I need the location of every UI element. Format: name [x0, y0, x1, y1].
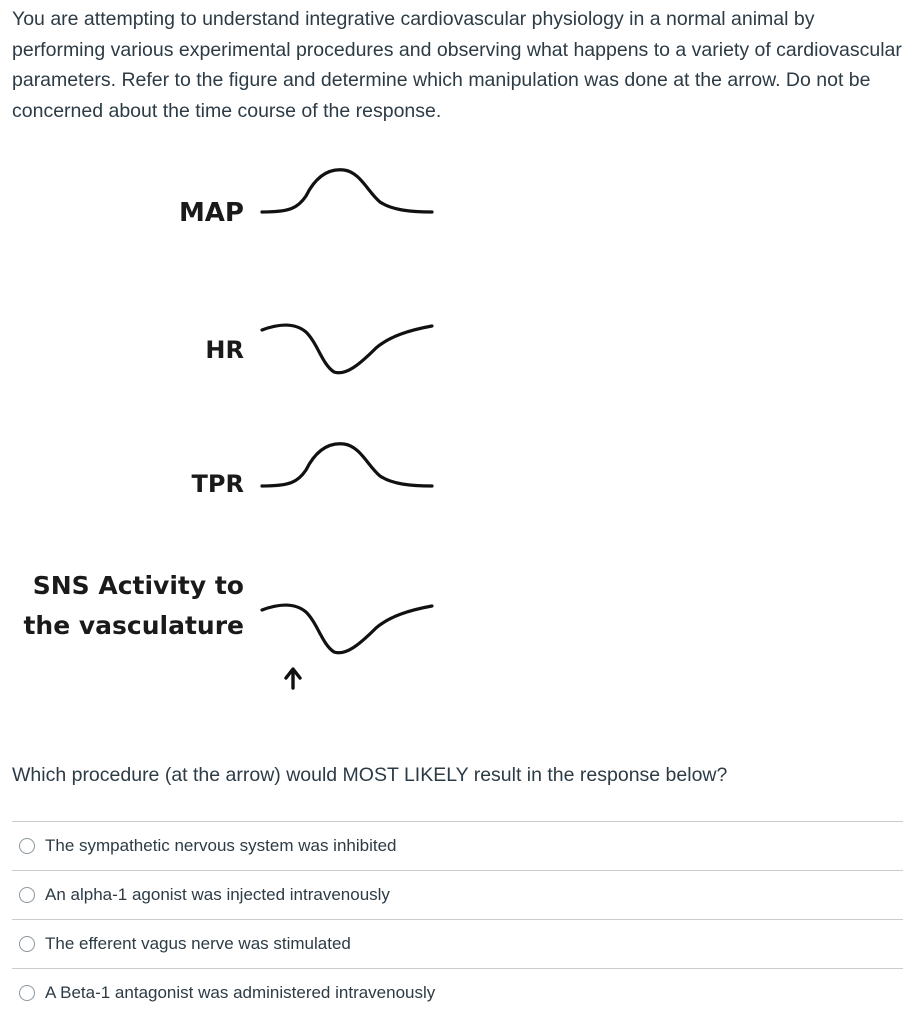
tpr-trace	[262, 444, 432, 486]
radio-button[interactable]	[19, 838, 35, 854]
answer-label: The sympathetic nervous system was inhibited	[45, 836, 397, 855]
question-intro: You are attempting to understand integrative cardiovascular physiology in a normal animal by performing various experimental procedures and observing what happens to a variety of cardiovascular parameters. Refer to the figure and determine which manipulation was done at the arrow. Do not be concerned about the time course of the response.	[12, 8, 902, 122]
answer-label: A Beta-1 antagonist was administered intravenously	[45, 983, 436, 1002]
radio-button[interactable]	[19, 936, 35, 952]
hr-trace	[262, 325, 432, 373]
map-trace	[262, 170, 432, 212]
radio-button[interactable]	[19, 985, 35, 1001]
answer-label: The efferent vagus nerve was stimulated	[45, 934, 351, 953]
intervention-arrow	[286, 669, 300, 688]
sns-label-line-1: SNS Activity to	[32, 571, 244, 600]
tpr-label: TPR	[191, 470, 244, 498]
answer-option[interactable]	[12, 870, 903, 919]
radio-button[interactable]	[19, 887, 35, 903]
answer-option[interactable]	[12, 821, 903, 870]
sns-activity-label	[23, 566, 244, 646]
response-figure	[0, 150, 460, 710]
answer-list	[12, 821, 903, 1017]
hr-label: HR	[205, 336, 244, 364]
sns-trace	[262, 605, 432, 653]
answer-option[interactable]	[12, 919, 903, 968]
question-prompt: Which procedure (at the arrow) would MOST LIKELY result in the response below?	[12, 764, 728, 786]
answer-option[interactable]	[12, 968, 903, 1017]
sns-label-line-2: the vasculature	[23, 611, 244, 640]
answer-label: An alpha-1 agonist was injected intravenously	[45, 885, 390, 904]
map-label: MAP	[178, 198, 244, 228]
